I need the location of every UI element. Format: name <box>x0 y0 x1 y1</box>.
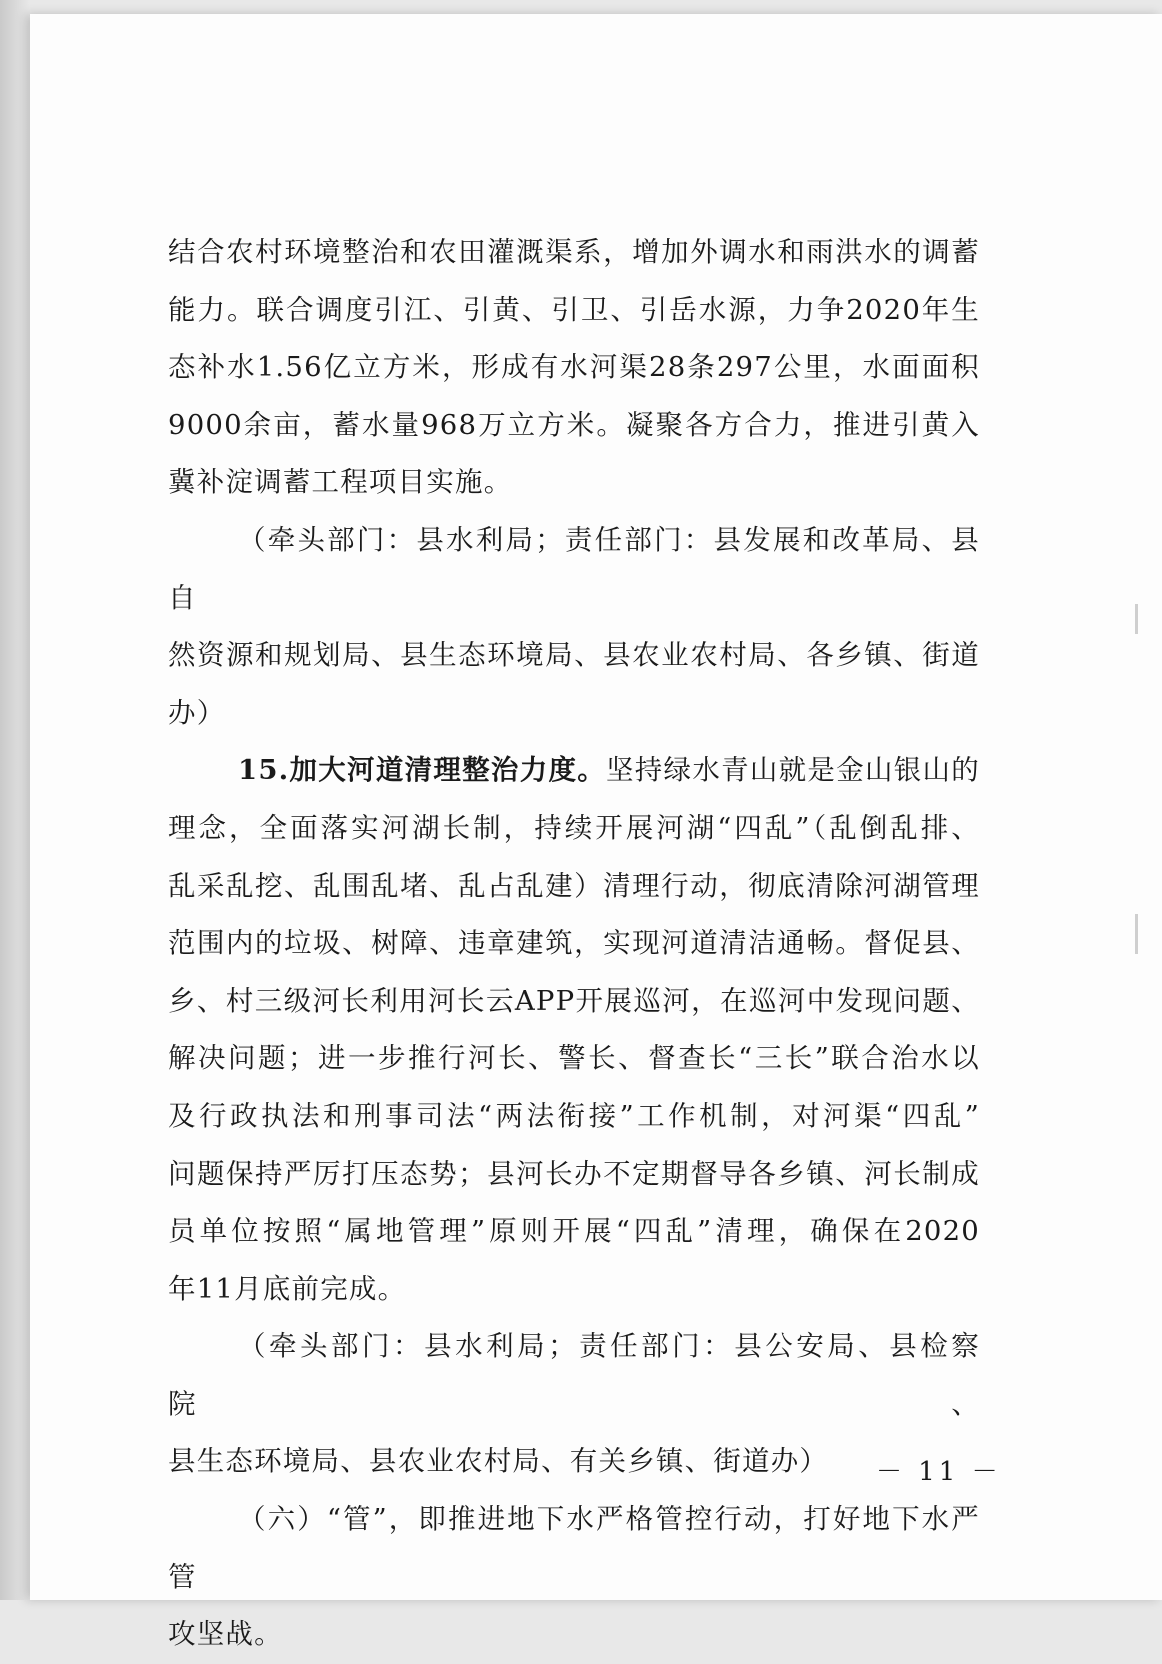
text-line: 然资源和规划局、县生态环境局、县农业农村局、各乡镇、街道 <box>168 639 980 672</box>
scanner-edge <box>0 0 30 1600</box>
text-line: 态补水1.56亿立方米，形成有水河渠28条297公里，水面面积 <box>168 351 980 384</box>
scan-mark <box>1135 914 1138 954</box>
document-page <box>30 14 1162 1651</box>
text-line: 结合农村环境整治和农田灌溉渠系，增加外调水和雨洪水的调蓄 <box>168 236 980 268</box>
document-body <box>168 224 980 1664</box>
text-line: （牵头部门：县水利局；责任部门：县公安局、县检察院、 <box>168 1330 980 1420</box>
paragraph-departments-2 <box>168 1318 980 1491</box>
scan-mark <box>1135 604 1138 634</box>
text-line: 攻坚战。 <box>168 1618 283 1651</box>
paragraph-groundwater <box>168 1491 980 1664</box>
text-line: 员单位按照“属地管理”原则开展“四乱”清理，确保在2020 <box>168 1215 980 1248</box>
text-line: 及行政执法和刑事司法“两法衔接”工作机制，对河渠“四乱” <box>168 1099 980 1132</box>
text-line: 理念，全面落实河湖长制，持续开展河湖“四乱”（乱倒乱排、 <box>168 811 980 844</box>
paragraph-water-supply <box>168 224 980 512</box>
section-heading: 15.加大河道清理整治力度。 <box>238 754 607 787</box>
text-line: （牵头部门：县水利局；责任部门：县发展和改革局、县自 <box>168 523 980 614</box>
text-line: 乡、村三级河长利用河长云APP开展巡河，在巡河中发现问题、 <box>168 984 980 1017</box>
text-line: 解决问题；进一步推行河长、警长、督查长“三长”联合治水以 <box>168 1042 980 1075</box>
text-line: 能力。联合调度引江、引黄、引卫、引岳水源，力争2020年生 <box>168 293 980 326</box>
text-line: 冀补淀调蓄工程项目实施。 <box>168 466 513 499</box>
text-line <box>168 742 980 800</box>
text-line: 年11月底前完成。 <box>168 1272 407 1305</box>
text-line: （六）“管”，即推进地下水严格管控行动，打好地下水严管 <box>168 1503 980 1593</box>
paragraph-departments-1 <box>168 512 980 742</box>
text-line: 办） <box>168 696 226 729</box>
text-line: 县生态环境局、县农业农村局、有关乡镇、街道办） <box>168 1445 829 1478</box>
text-line: 乱采乱挖、乱围乱堵、乱占乱建）清理行动，彻底清除河湖管理 <box>168 869 980 902</box>
text-line: 9000余亩，蓄水量968万立方米。凝聚各方合力，推进引黄入 <box>168 408 980 441</box>
text-run: 坚持绿水青山就是金山银山的 <box>606 754 980 787</box>
page-number: － 11 － <box>876 1457 1002 1487</box>
text-line: 范围内的垃圾、树障、违章建筑，实现河道清洁通畅。督促县、 <box>168 927 980 960</box>
text-line: 问题保持严厉打压态势；县河长办不定期督导各乡镇、河长制成 <box>168 1157 980 1190</box>
paragraph-river-cleanup <box>168 742 980 1318</box>
